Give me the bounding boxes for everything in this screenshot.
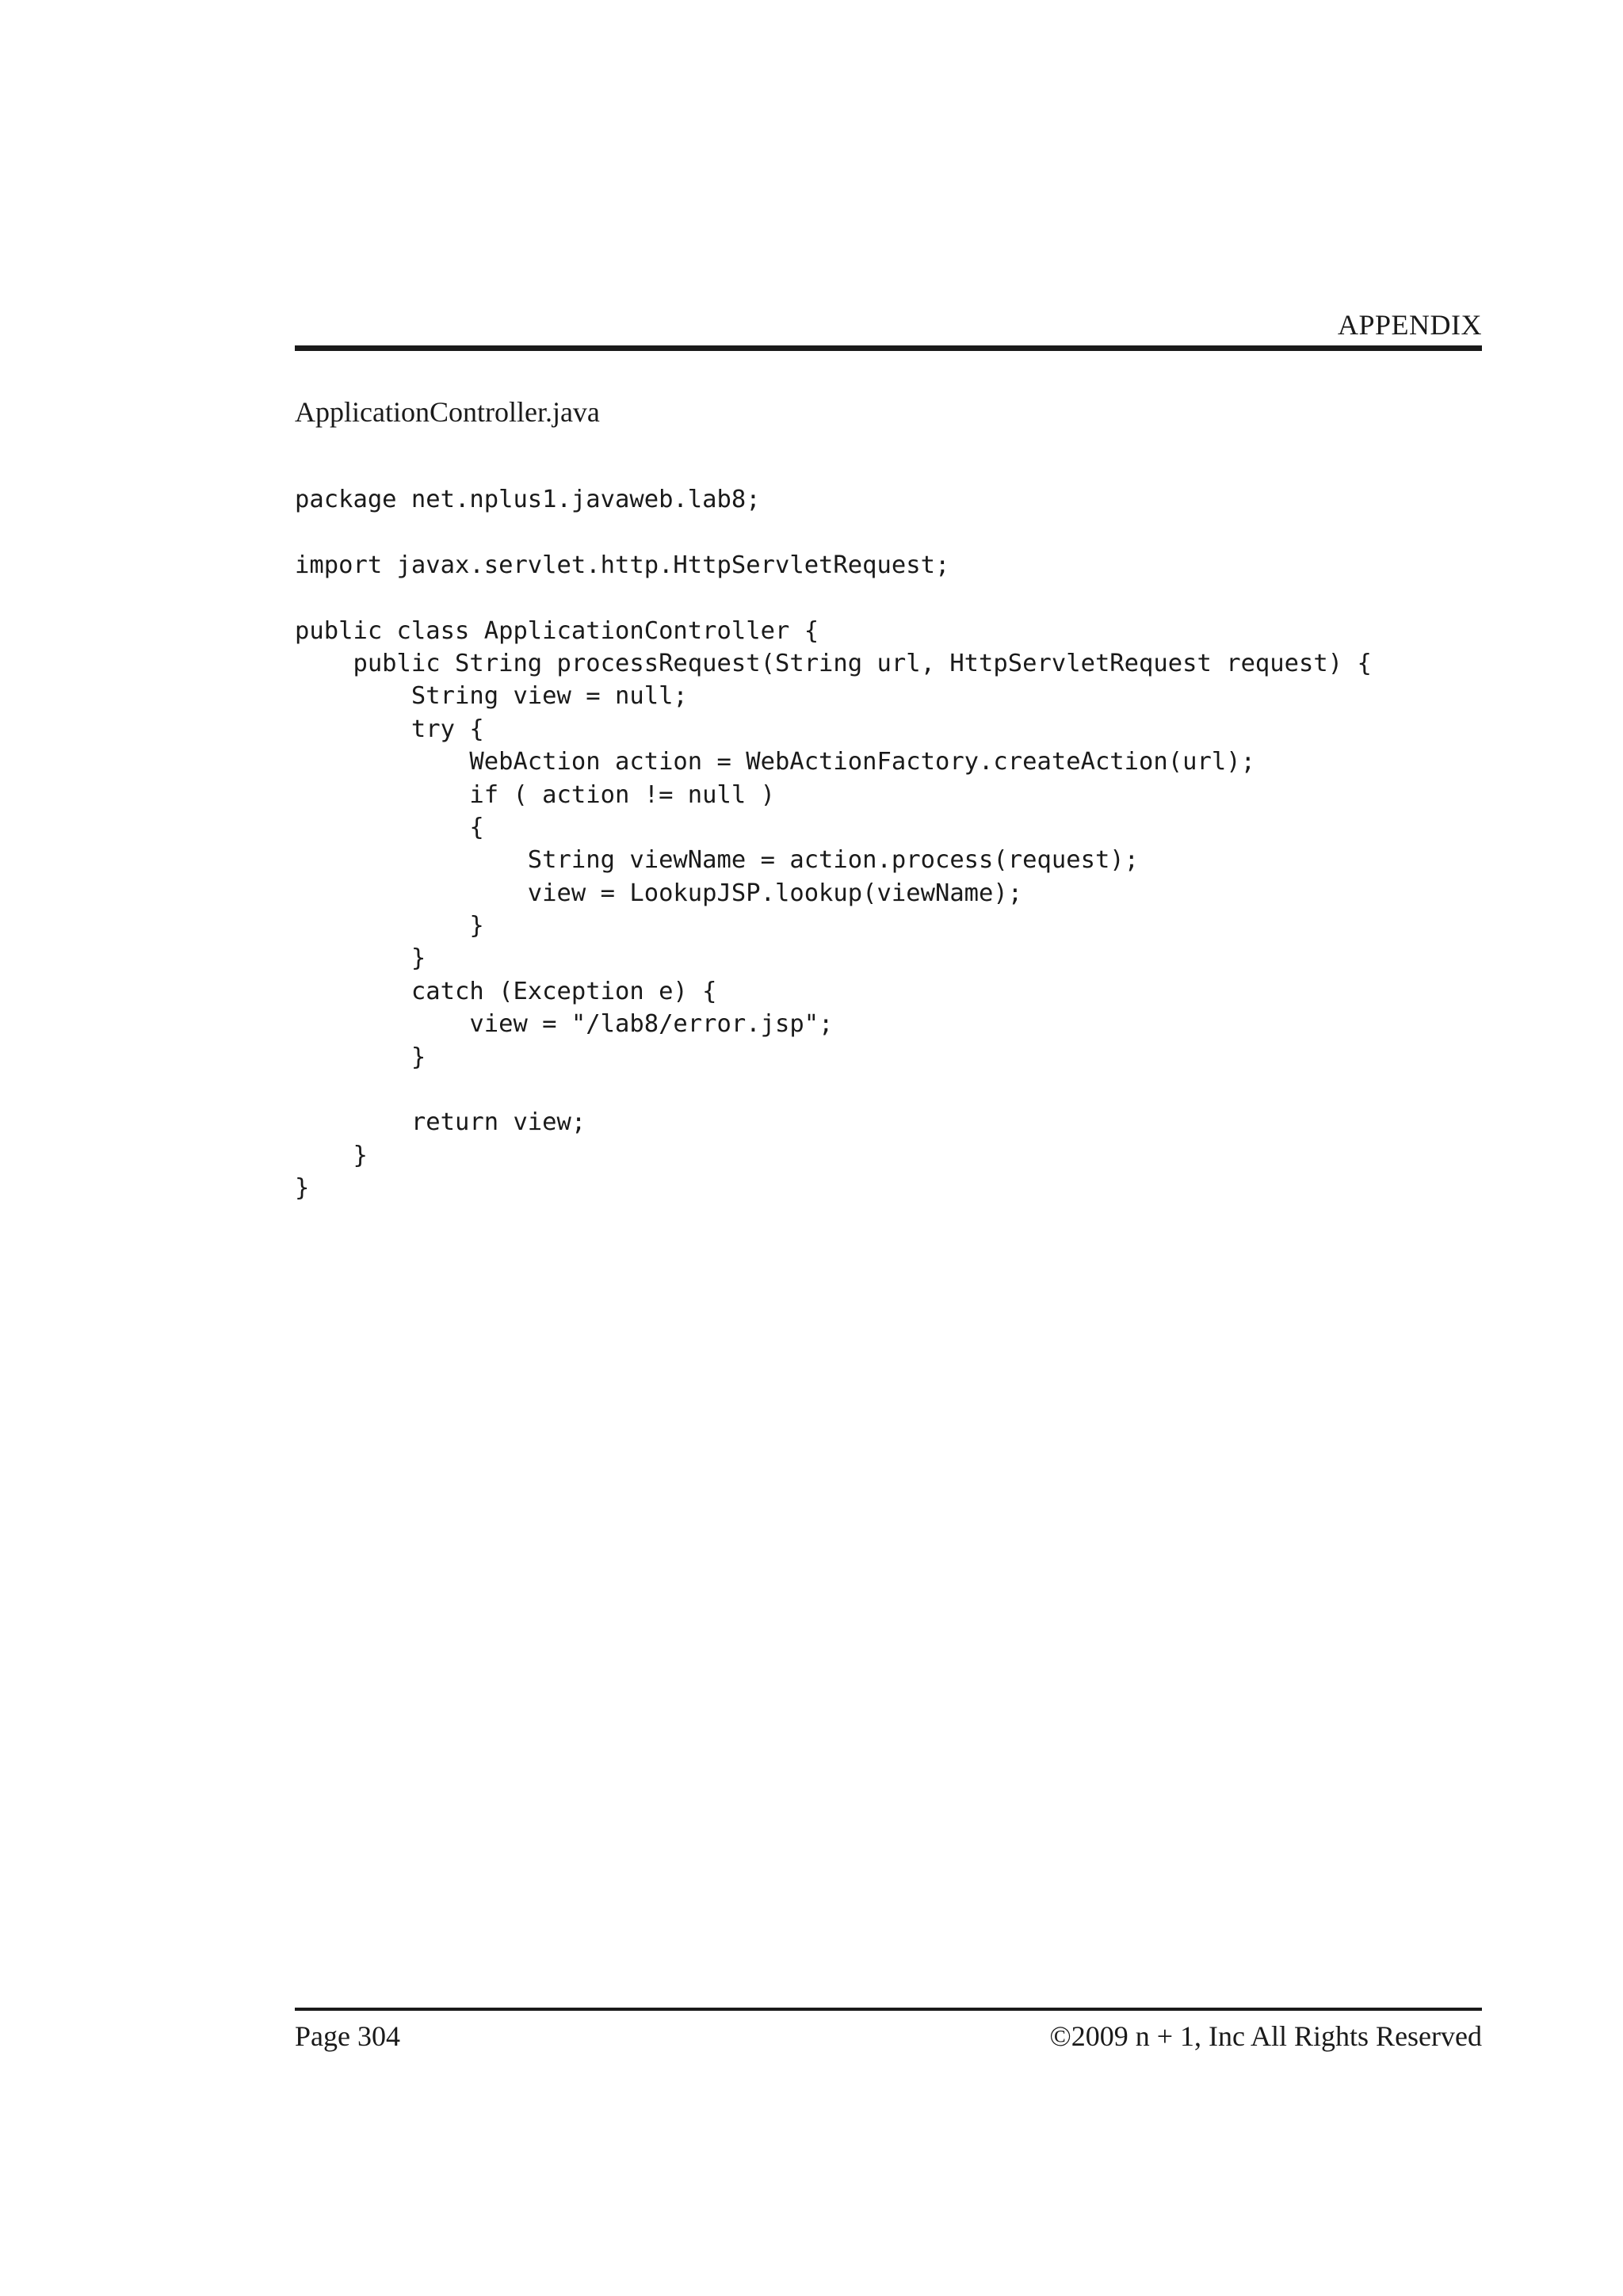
code-line: } [295,1174,310,1203]
code-line [295,516,1372,548]
code-line: } [295,944,426,973]
copyright-notice: ©2009 n + 1, Inc All Rights Reserved [1049,2020,1482,2052]
code-file-title: ApplicationController.java [295,396,600,428]
code-line: { [295,813,484,841]
code-line [295,1074,1372,1106]
code-line: package net.nplus1.javaweb.lab8; [295,486,761,513]
code-line: String view = null; [295,682,688,711]
code-line: view = LookupJSP.lookup(viewName); [295,879,1023,907]
header-rule [295,345,1482,351]
code-listing [295,483,1372,1205]
code-line: try { [295,715,484,743]
code-line: } [295,1043,426,1071]
code-line: WebAction action = WebActionFactory.createAction(url); [295,748,1255,776]
code-line: public class ApplicationController { [295,616,819,645]
section-header: APPENDIX [1337,309,1482,341]
code-line: import javax.servlet.http.HttpServletRequest; [295,551,950,579]
code-line: public String processRequest(String url, HttpServletRequest request) { [295,649,1372,677]
page-number: Page 304 [295,2020,400,2052]
code-line: return view; [295,1108,586,1137]
code-line: view = "/lab8/error.jsp"; [295,1010,834,1039]
code-line: catch (Exception e) { [295,977,717,1005]
code-line: } [295,912,484,940]
code-line: } [295,1141,368,1169]
footer-rule [295,2008,1482,2011]
code-line [295,582,1372,614]
code-line: String viewName = action.process(request); [295,846,1140,875]
code-line: if ( action != null ) [295,780,775,809]
